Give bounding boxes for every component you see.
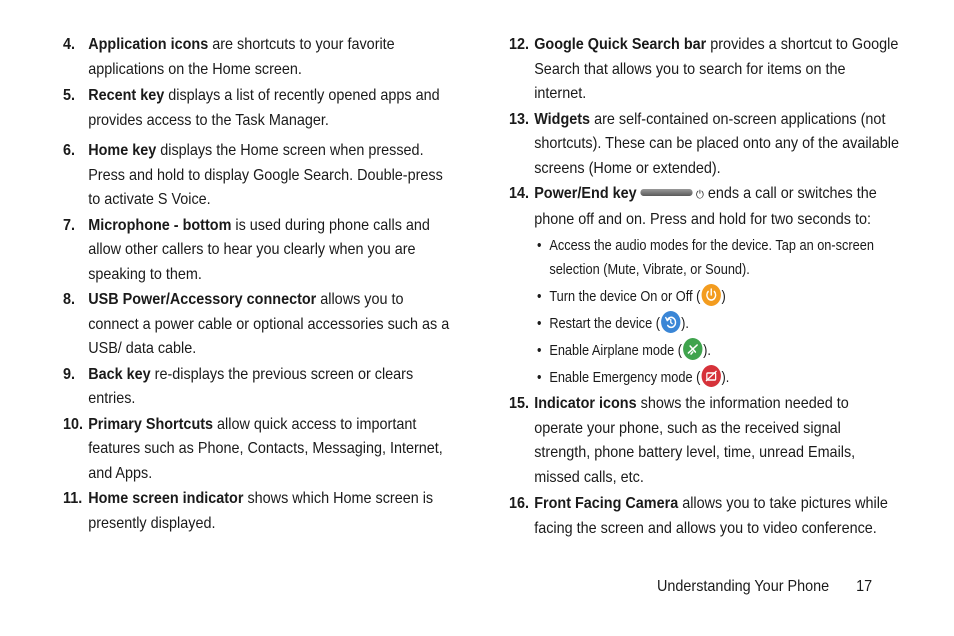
list-item-15: 15. Indicator icons shows the information needed to operate your phone, such as the received signal strength, phone battery level, time, unread Emails, missed calls, etc. <box>509 395 856 486</box>
bullet-power: • Turn the device On or Off ( ) <box>537 285 907 309</box>
left-column <box>63 33 453 536</box>
footer-section-title: Understanding Your Phone <box>657 578 830 595</box>
list-item-13: 13. Widgets are self-contained on-screen applications (not shortcuts). These can be placed onto any of the available screens (Home or extended). <box>509 110 899 177</box>
list-item-11: 11. Home screen indicator shows which Home screen is presently displayed. <box>63 490 434 532</box>
restart-icon <box>661 311 680 333</box>
power-symbol-icon: ⏻ <box>696 189 704 201</box>
list-item-5: 5. Recent key displays a list of recently opened apps and provides access to the Task Manager. <box>63 87 440 129</box>
list-item-14: 14. Power/End key ⏻ ends a call or switches the phone off and on. Press and hold for two seconds to: <box>509 185 877 228</box>
list-item-9: 9. Back key re-displays the previous screen or clears entries. <box>63 365 414 407</box>
bullet-restart: • Restart the device ( ). <box>537 312 907 336</box>
power-key-bar-icon <box>640 189 692 196</box>
power-icon <box>701 284 720 306</box>
bullet-audio-modes: • Access the audio modes for the device. Tap an on-screen selection (Mute, Vibrate, or Sound). <box>537 234 907 282</box>
power-key-options <box>537 234 907 390</box>
list-item-7: 7. Microphone - bottom is used during phone calls and allow other callers to hear you clearly when you are speaking to them. <box>63 216 430 283</box>
list-item-4: 4. Application icons are shortcuts to your favorite applications on the Home screen. <box>63 36 395 78</box>
list-item-10: 10. Primary Shortcuts allow quick access to important features such as Phone, Contacts, Messaging, Internet, and Apps. <box>63 415 443 482</box>
list-item-8: 8. USB Power/Accessory connector allows you to connect a power cable or optional accessories such as a USB/ data cable. <box>63 291 450 357</box>
page-number: 17 <box>856 578 873 595</box>
page-footer <box>657 578 872 596</box>
bullet-airplane: • Enable Airplane mode ( ). <box>537 339 907 363</box>
bullet-emergency: • Enable Emergency mode ( ). <box>537 366 907 390</box>
right-column <box>509 33 901 541</box>
emergency-mode-icon <box>701 365 720 387</box>
list-item-16: 16. Front Facing Camera allows you to take pictures while facing the screen and allows you to video conference. <box>509 495 888 537</box>
list-item-12: 12. Google Quick Search bar provides a shortcut to Google Search that allows you to search for items on the internet. <box>509 36 899 102</box>
list-item-6: 6. Home key displays the Home screen when pressed. Press and hold to display Google Search. Double-press to activate S Voice. <box>63 142 443 208</box>
airplane-mode-icon <box>683 338 702 360</box>
